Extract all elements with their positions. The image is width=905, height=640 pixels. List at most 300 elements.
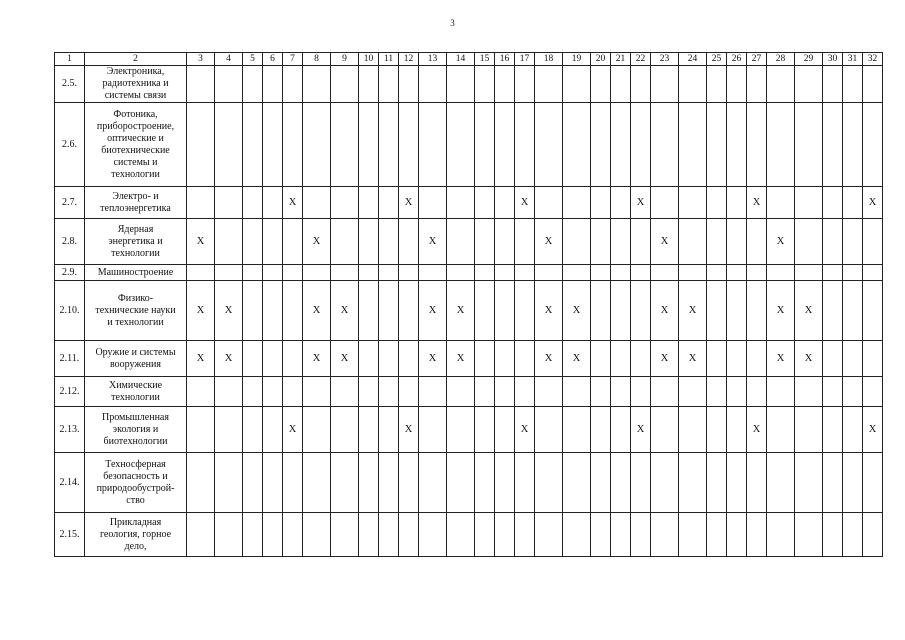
- mark-cell: [447, 453, 475, 513]
- mark-cell: [303, 66, 331, 103]
- mark-cell: [563, 407, 591, 453]
- mark-cell: [563, 66, 591, 103]
- mark-cell: [651, 407, 679, 453]
- mark-cell: [331, 341, 359, 377]
- x-mark: X: [312, 304, 321, 316]
- mark-cell: [215, 407, 243, 453]
- specialty-name: [85, 103, 187, 187]
- header-cell: 22: [631, 53, 651, 66]
- header-cell: 24: [679, 53, 707, 66]
- mark-cell: [475, 341, 495, 377]
- mark-cell: [187, 219, 215, 265]
- mark-cell: [651, 453, 679, 513]
- mark-cell: [563, 453, 591, 513]
- mark-cell: [823, 219, 843, 265]
- mark-cell: [515, 187, 535, 219]
- specialty-name-line: экология и: [112, 423, 159, 435]
- mark-cell: [727, 265, 747, 281]
- specialty-name: [85, 407, 187, 453]
- mark-cell: [515, 341, 535, 377]
- mark-cell: [591, 407, 611, 453]
- mark-cell: [679, 341, 707, 377]
- mark-cell: [283, 341, 303, 377]
- mark-cell: [359, 103, 379, 187]
- mark-cell: [863, 453, 883, 513]
- mark-cell: [475, 66, 495, 103]
- mark-cell: [727, 407, 747, 453]
- specialty-name-line: энергетика и: [108, 235, 163, 247]
- specialty-name-line: геология, горное: [99, 528, 172, 540]
- mark-cell: [243, 103, 263, 187]
- mark-cell: [843, 66, 863, 103]
- mark-cell: [707, 453, 727, 513]
- mark-cell: [535, 513, 563, 557]
- mark-cell: [707, 407, 727, 453]
- specialty-name: [85, 453, 187, 513]
- mark-cell: [863, 281, 883, 341]
- mark-cell: [399, 453, 419, 513]
- header-cell: 4: [215, 53, 243, 66]
- specialty-name-line: природообустрой-: [96, 482, 175, 494]
- mark-cell: [631, 281, 651, 341]
- mark-cell: [611, 407, 631, 453]
- mark-cell: [707, 219, 727, 265]
- mark-cell: [283, 407, 303, 453]
- mark-cell: [563, 187, 591, 219]
- header-cell: 3: [187, 53, 215, 66]
- mark-cell: [399, 187, 419, 219]
- mark-cell: [823, 453, 843, 513]
- mark-cell: [359, 513, 379, 557]
- mark-cell: [303, 513, 331, 557]
- mark-cell: [795, 103, 823, 187]
- mark-cell: [331, 453, 359, 513]
- mark-cell: [843, 513, 863, 557]
- mark-cell: [823, 407, 843, 453]
- mark-cell: [263, 66, 283, 103]
- table-row: [55, 341, 883, 377]
- row-number: 2.11.: [55, 341, 85, 377]
- mark-cell: [863, 407, 883, 453]
- specialty-name-line: Оружие и системы: [95, 346, 176, 358]
- mark-cell: [563, 219, 591, 265]
- mark-cell: [747, 407, 767, 453]
- mark-cell: [283, 377, 303, 407]
- mark-cell: [359, 219, 379, 265]
- mark-cell: [767, 453, 795, 513]
- mark-cell: [379, 407, 399, 453]
- header-cell: 15: [475, 53, 495, 66]
- mark-cell: [187, 453, 215, 513]
- header-cell: 30: [823, 53, 843, 66]
- mark-cell: [795, 219, 823, 265]
- x-mark: X: [196, 304, 205, 316]
- specialty-name-line: системы связи: [104, 90, 167, 101]
- mark-cell: [303, 103, 331, 187]
- mark-cell: [631, 219, 651, 265]
- mark-cell: [187, 265, 215, 281]
- mark-cell: [447, 341, 475, 377]
- mark-cell: [747, 265, 767, 281]
- mark-cell: [283, 187, 303, 219]
- mark-cell: [563, 265, 591, 281]
- x-mark: X: [428, 235, 437, 247]
- mark-cell: [863, 377, 883, 407]
- mark-cell: [767, 219, 795, 265]
- mark-cell: [631, 513, 651, 557]
- row-number: 2.5.: [55, 66, 85, 103]
- specialty-name-line: технические науки: [95, 304, 176, 316]
- specialty-name-line: безопасность и: [103, 470, 168, 482]
- mark-cell: [631, 341, 651, 377]
- mark-cell: [679, 453, 707, 513]
- mark-cell: [215, 265, 243, 281]
- mark-cell: [515, 453, 535, 513]
- mark-cell: [243, 265, 263, 281]
- header-cell: 31: [843, 53, 863, 66]
- mark-cell: [263, 219, 283, 265]
- mark-cell: [215, 341, 243, 377]
- mark-cell: [679, 66, 707, 103]
- mark-cell: [243, 513, 263, 557]
- x-mark: X: [288, 423, 297, 435]
- mark-cell: [331, 407, 359, 453]
- mark-cell: [495, 341, 515, 377]
- specialty-name: [85, 265, 187, 281]
- mark-cell: [591, 66, 611, 103]
- table-row: [55, 187, 883, 219]
- mark-cell: [611, 281, 631, 341]
- mark-cell: [263, 281, 283, 341]
- mark-cell: [447, 265, 475, 281]
- x-mark: X: [660, 235, 669, 247]
- header-cell: 14: [447, 53, 475, 66]
- table-row: [55, 407, 883, 453]
- mark-cell: [767, 265, 795, 281]
- mark-cell: [863, 66, 883, 103]
- header-cell: 10: [359, 53, 379, 66]
- mark-cell: [679, 377, 707, 407]
- x-mark: X: [312, 235, 321, 247]
- mark-cell: [447, 219, 475, 265]
- specialty-name-line: Химические: [108, 379, 163, 391]
- mark-cell: [379, 453, 399, 513]
- mark-cell: [863, 219, 883, 265]
- specialty-name-line: технологии: [111, 247, 160, 259]
- mark-cell: [283, 281, 303, 341]
- row-number: 2.8.: [55, 219, 85, 265]
- mark-cell: [727, 103, 747, 187]
- mark-cell: [795, 407, 823, 453]
- mark-cell: [727, 513, 747, 557]
- mark-cell: [303, 219, 331, 265]
- mark-cell: [263, 377, 283, 407]
- mark-cell: [651, 103, 679, 187]
- mark-cell: [419, 219, 447, 265]
- specialty-name-line: вооружения: [110, 358, 161, 370]
- mark-cell: [727, 219, 747, 265]
- mark-cell: [843, 219, 863, 265]
- table-row: [55, 265, 883, 281]
- mark-cell: [379, 187, 399, 219]
- page-number: 3: [450, 18, 455, 28]
- specialty-name-line: Фотоника,: [113, 108, 158, 120]
- mark-cell: [535, 341, 563, 377]
- x-mark: X: [636, 423, 645, 435]
- mark-cell: [303, 407, 331, 453]
- mark-cell: [767, 377, 795, 407]
- header-cell: 7: [283, 53, 303, 66]
- mark-cell: [795, 513, 823, 557]
- mark-cell: [535, 281, 563, 341]
- mark-cell: [563, 341, 591, 377]
- specialty-name-line: биотехнические: [101, 144, 170, 156]
- mark-cell: [767, 513, 795, 557]
- row-number: 2.7.: [55, 187, 85, 219]
- mark-cell: [747, 377, 767, 407]
- mark-cell: [263, 341, 283, 377]
- mark-cell: [535, 453, 563, 513]
- mark-cell: [611, 513, 631, 557]
- mark-cell: [651, 377, 679, 407]
- mark-cell: [707, 377, 727, 407]
- mark-cell: [591, 281, 611, 341]
- mark-cell: [863, 341, 883, 377]
- mark-cell: [379, 281, 399, 341]
- specialty-name-line: Электро- и: [112, 190, 159, 202]
- mark-cell: [611, 453, 631, 513]
- mark-cell: [631, 377, 651, 407]
- header-cell: 11: [379, 53, 399, 66]
- mark-cell: [283, 103, 303, 187]
- x-mark: X: [868, 423, 877, 435]
- mark-cell: [215, 281, 243, 341]
- mark-cell: [515, 377, 535, 407]
- specialty-name-line: радиотехника и: [102, 78, 169, 89]
- header-row: [55, 53, 883, 66]
- header-cell: 25: [707, 53, 727, 66]
- header-cell: 5: [243, 53, 263, 66]
- mark-cell: [447, 377, 475, 407]
- mark-cell: [747, 219, 767, 265]
- mark-cell: [823, 265, 843, 281]
- row-number: 2.6.: [55, 103, 85, 187]
- specialty-name: [85, 341, 187, 377]
- mark-cell: [679, 265, 707, 281]
- mark-cell: [243, 377, 263, 407]
- mark-cell: [331, 265, 359, 281]
- mark-cell: [747, 281, 767, 341]
- mark-cell: [215, 187, 243, 219]
- specialty-name-line: и технологии: [107, 316, 164, 328]
- mark-cell: [823, 377, 843, 407]
- mark-cell: [359, 187, 379, 219]
- specialty-name-line: биотехнологии: [103, 435, 168, 447]
- mark-cell: [447, 407, 475, 453]
- mark-cell: [843, 407, 863, 453]
- mark-cell: [651, 66, 679, 103]
- mark-cell: [359, 281, 379, 341]
- specialty-name-line: дело,: [124, 540, 147, 552]
- mark-cell: [767, 66, 795, 103]
- mark-cell: [399, 341, 419, 377]
- specialty-name: [85, 281, 187, 341]
- mark-cell: [591, 265, 611, 281]
- mark-cell: [187, 187, 215, 219]
- mark-cell: [303, 281, 331, 341]
- mark-cell: [419, 103, 447, 187]
- mark-cell: [707, 341, 727, 377]
- mark-cell: [359, 66, 379, 103]
- mark-cell: [611, 265, 631, 281]
- mark-cell: [863, 513, 883, 557]
- x-mark: X: [544, 352, 553, 364]
- mark-cell: [767, 341, 795, 377]
- mark-cell: [447, 187, 475, 219]
- mark-cell: [243, 453, 263, 513]
- mark-cell: [535, 377, 563, 407]
- mark-cell: [243, 341, 263, 377]
- mark-cell: [707, 187, 727, 219]
- mark-cell: [419, 281, 447, 341]
- mark-cell: [707, 103, 727, 187]
- mark-cell: [631, 187, 651, 219]
- x-mark: X: [752, 423, 761, 435]
- mark-cell: [727, 377, 747, 407]
- x-mark: X: [224, 352, 233, 364]
- header-cell: 18: [535, 53, 563, 66]
- row-number: 2.15.: [55, 513, 85, 557]
- x-mark: X: [572, 304, 581, 316]
- mark-cell: [263, 265, 283, 281]
- x-mark: X: [804, 352, 813, 364]
- mark-cell: [187, 513, 215, 557]
- mark-cell: [495, 66, 515, 103]
- x-mark: X: [288, 196, 297, 208]
- mark-cell: [495, 453, 515, 513]
- mark-cell: [399, 377, 419, 407]
- x-mark: X: [224, 304, 233, 316]
- mark-cell: [843, 453, 863, 513]
- mark-cell: [795, 66, 823, 103]
- mark-cell: [707, 513, 727, 557]
- mark-cell: [651, 265, 679, 281]
- specialty-name: [85, 187, 187, 219]
- mark-cell: [303, 187, 331, 219]
- x-mark: X: [520, 423, 529, 435]
- mark-cell: [747, 453, 767, 513]
- header-cell: 8: [303, 53, 331, 66]
- mark-cell: [303, 341, 331, 377]
- mark-cell: [535, 407, 563, 453]
- mark-cell: [795, 341, 823, 377]
- mark-cell: [863, 103, 883, 187]
- mark-cell: [515, 407, 535, 453]
- mark-cell: [823, 187, 843, 219]
- mark-cell: [563, 377, 591, 407]
- mark-cell: [843, 281, 863, 341]
- x-mark: X: [340, 304, 349, 316]
- header-cell: 6: [263, 53, 283, 66]
- mark-cell: [419, 513, 447, 557]
- mark-cell: [475, 219, 495, 265]
- mark-cell: [515, 103, 535, 187]
- specialty-name-line: технологии: [111, 168, 160, 180]
- mark-cell: [447, 66, 475, 103]
- mark-cell: [843, 187, 863, 219]
- mark-cell: [591, 103, 611, 187]
- mark-cell: [535, 265, 563, 281]
- mark-cell: [679, 187, 707, 219]
- mark-cell: [331, 219, 359, 265]
- table-row: [55, 453, 883, 513]
- x-mark: X: [804, 304, 813, 316]
- header-cell: 26: [727, 53, 747, 66]
- mark-cell: [679, 407, 707, 453]
- x-mark: X: [572, 352, 581, 364]
- mark-cell: [187, 281, 215, 341]
- specialty-name-line: Прикладная: [109, 516, 162, 528]
- row-number: 2.9.: [55, 265, 85, 281]
- specialty-name-line: Ядерная: [117, 223, 154, 235]
- mark-cell: [187, 341, 215, 377]
- header-cell: 13: [419, 53, 447, 66]
- mark-cell: [727, 281, 747, 341]
- x-mark: X: [776, 352, 785, 364]
- mark-cell: [283, 66, 303, 103]
- mark-cell: [679, 281, 707, 341]
- mark-cell: [263, 187, 283, 219]
- mark-cell: [215, 453, 243, 513]
- header-cell: 20: [591, 53, 611, 66]
- header-cell: 27: [747, 53, 767, 66]
- table-row: [55, 219, 883, 265]
- table-row: [55, 103, 883, 187]
- mark-cell: [447, 103, 475, 187]
- mark-cell: [843, 377, 863, 407]
- mark-cell: [331, 281, 359, 341]
- mark-cell: [243, 281, 263, 341]
- mark-cell: [447, 513, 475, 557]
- mark-cell: [243, 66, 263, 103]
- header-cell: 12: [399, 53, 419, 66]
- specialty-name-line: Физико-: [117, 292, 154, 304]
- mark-cell: [535, 219, 563, 265]
- mark-cell: [823, 66, 843, 103]
- mark-cell: [379, 377, 399, 407]
- x-mark: X: [196, 235, 205, 247]
- x-mark: X: [660, 352, 669, 364]
- mark-cell: [795, 265, 823, 281]
- x-mark: X: [428, 304, 437, 316]
- mark-cell: [727, 453, 747, 513]
- specialty-name-line: теплоэнергетика: [100, 202, 171, 214]
- x-mark: X: [660, 304, 669, 316]
- mark-cell: [475, 377, 495, 407]
- mark-cell: [651, 341, 679, 377]
- mark-cell: [447, 281, 475, 341]
- mark-cell: [215, 103, 243, 187]
- mark-cell: [475, 407, 495, 453]
- x-mark: X: [428, 352, 437, 364]
- mark-cell: [747, 103, 767, 187]
- mark-cell: [679, 513, 707, 557]
- mark-cell: [611, 103, 631, 187]
- x-mark: X: [404, 423, 413, 435]
- mark-cell: [495, 407, 515, 453]
- mark-cell: [331, 66, 359, 103]
- specialty-name-line: системы и: [113, 156, 158, 168]
